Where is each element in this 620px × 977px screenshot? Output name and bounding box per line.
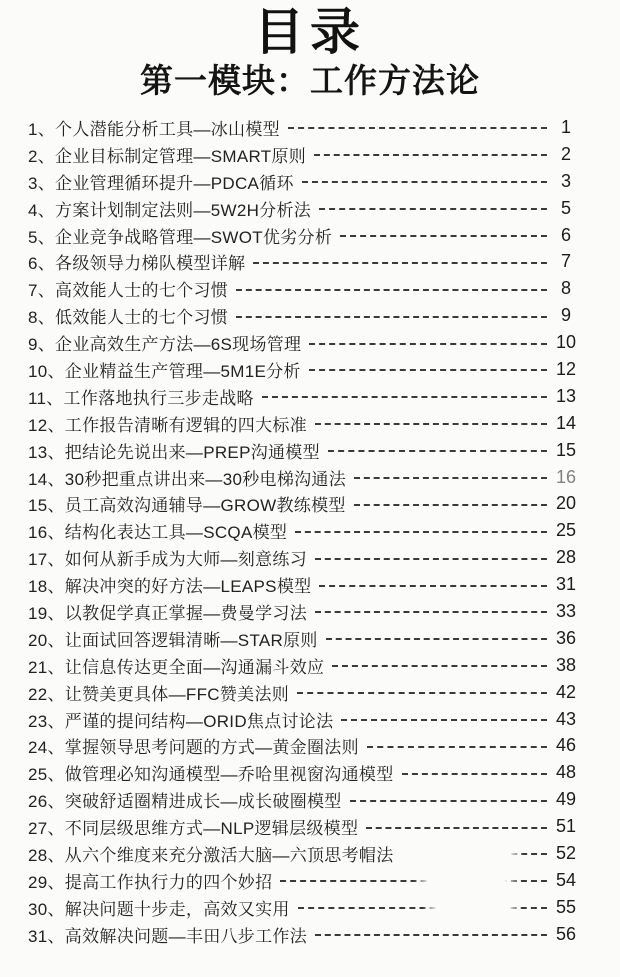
toc-entry [28,195,578,222]
toc-page-number: 14 [555,412,577,433]
toc-leader-dashes [309,369,547,371]
toc-leader-dashes [236,289,547,291]
toc-entry [28,544,578,571]
toc-leader-dashes [288,127,547,129]
toc-entry [28,410,578,437]
toc-leader-dashes [366,827,547,829]
toc-entry-label: 26、突破舒适圈精进成长—成长破圈模型 [28,792,342,812]
toc-entry-label: 12、工作报告清晰有逻辑的四大标准 [28,415,308,435]
toc-entry-label: 11、工作落地执行三步走战略 [28,388,254,408]
toc-leader-dashes [315,934,547,936]
toc-leader-dashes [295,531,547,533]
toc-page-number: 5 [560,197,571,218]
toc-list [0,110,620,948]
toc-page-number: 15 [555,439,577,460]
toc-leader-dashes [340,235,547,237]
toc-page-number: 3 [560,170,571,191]
toc-entry-label: 21、让信息传达更全面—沟通漏斗效应 [28,657,325,677]
toc-page-number: 13 [555,385,577,406]
toc-entry [28,517,578,544]
toc-leader-dashes [402,773,547,775]
toc-page-number: 33 [555,600,577,621]
toc-leader-dashes [236,316,547,318]
toc-entry-label: 14、30秒把重点讲出来—30秒电梯沟通法 [28,469,347,489]
toc-entry [28,840,578,867]
toc-leader-dashes [354,504,547,506]
toc-leader-dashes [262,396,547,398]
toc-page-number: 6 [560,224,571,245]
toc-leader-dashes [297,692,547,694]
toc-leader-dashes [402,853,547,855]
toc-entry [28,652,578,679]
toc-entry-label: 20、让面试回答逻辑清晰—STAR原则 [28,630,318,650]
toc-page-number: 56 [555,923,577,944]
toc-entry [28,168,578,195]
toc-entry-label: 5、企业竞争战略管理—SWOT优劣分析 [28,227,333,247]
toc-entry-label: 17、如何从新手成为大师—刻意练习 [28,550,308,570]
toc-entry [28,248,578,275]
toc-page-number: 51 [555,816,577,837]
toc-leader-dashes [298,907,547,909]
toc-entry [28,383,578,410]
toc-entry-label: 22、让赞美更具体—FFC赞美法则 [28,684,290,704]
toc-entry-label: 3、企业管理循环提升—PDCA循环 [28,173,294,193]
toc-entry [28,490,578,517]
toc-entry-label: 4、方案计划制定法则—5W2H分析法 [28,200,312,220]
toc-entry-label: 1、个人潜能分析工具—冰山模型 [28,119,280,139]
toc-entry [28,598,578,625]
toc-entry-label: 29、提高工作执行力的四个妙招 [28,872,273,892]
toc-page-number: 28 [555,547,577,568]
toc-entry [28,356,578,383]
toc-page-number: 52 [555,842,577,863]
toc-leader-dashes [350,800,547,802]
toc-entry-label: 6、各级领导力梯队模型详解 [28,254,246,274]
toc-entry [28,302,578,329]
toc-entry [28,275,578,302]
toc-entry [28,759,578,786]
toc-page-number: 16 [555,466,577,487]
toc-leader-dashes [315,611,547,613]
toc-entry [28,732,578,759]
toc-page-number: 43 [555,708,577,729]
toc-page-number: 2 [560,143,571,164]
toc-page-number: 9 [560,305,571,326]
toc-entry-label: 8、低效能人士的七个习惯 [28,308,229,328]
page-title: 目录 [254,4,366,60]
toc-leader-dashes [326,638,547,640]
toc-leader-dashes [328,450,547,452]
toc-leader-dashes [314,154,547,156]
toc-entry [28,813,578,840]
toc-page-number: 49 [555,789,577,810]
toc-page-number: 1 [560,116,571,137]
toc-entry-label: 23、严谨的提问结构—ORID焦点讨论法 [28,711,334,731]
toc-page-number: 55 [555,896,577,917]
toc-page-number: 42 [555,681,577,702]
toc-entry-label: 7、高效能人士的七个习惯 [28,281,229,301]
toc-leader-dashes [253,262,547,264]
module-subtitle: 第一模块：工作方法论 [140,62,480,99]
toc-entry-label: 24、掌握领导思考问题的方式—黄金圈法则 [28,738,359,758]
toc-leader-dashes [332,665,547,667]
toc-page-number: 8 [560,278,571,299]
toc-entry-label: 25、做管理必知沟通模型—乔哈里视窗沟通模型 [28,765,394,785]
toc-entry [28,464,578,491]
toc-entry-label: 10、企业精益生产管理—5M1E分析 [28,361,301,381]
toc-leader-dashes [309,343,547,345]
toc-page-number: 36 [555,627,577,648]
toc-page-number: 48 [555,762,577,783]
toc-entry [28,625,578,652]
toc-entry [28,571,578,598]
toc-page-number: 31 [555,574,577,595]
toc-entry-label: 30、解决问题十步走，高效又实用 [28,899,290,919]
toc-entry-label: 16、结构化表达工具—SCQA模型 [28,523,288,543]
toc-page-number: 46 [555,735,577,756]
toc-entry [28,894,578,921]
toc-entry-label: 13、把结论先说出来—PREP沟通模型 [28,442,320,462]
toc-entry-label: 31、高效解决问题—丰田八步工作法 [28,926,308,946]
toc-page-number: 38 [555,654,577,675]
toc-page-number: 12 [555,358,577,379]
toc-entry [28,867,578,894]
toc-page-number: 54 [555,869,577,890]
toc-entry [28,329,578,356]
toc-leader-dashes [341,719,547,721]
toc-entry [28,222,578,249]
toc-entry [28,786,578,813]
toc-entry [28,114,578,141]
toc-leader-dashes [302,181,547,183]
toc-entry [28,679,578,706]
toc-entry-label: 2、企业目标制定管理—SMART原则 [28,146,307,166]
toc-entry-label: 28、从六个维度来充分激活大脑—六顶思考帽法 [28,845,394,865]
toc-leader-dashes [367,746,547,748]
toc-page-number: 10 [555,332,577,353]
toc-entry-label: 18、解决冲突的好方法—LEAPS模型 [28,577,312,597]
toc-leader-dashes [319,585,547,587]
toc-leader-dashes [319,208,547,210]
toc-page-number: 20 [555,493,577,514]
toc-entry-label: 19、以教促学真正掌握—费曼学习法 [28,603,308,623]
toc-entry-label: 27、不同层级思维方式—NLP逻辑层级模型 [28,819,359,839]
toc-leader-dashes [315,423,547,425]
toc-leader-dashes [354,477,547,479]
toc-leader-dashes [315,558,547,560]
toc-page-number: 25 [555,520,577,541]
toc-entry [28,921,578,948]
toc-entry [28,437,578,464]
toc-page-number: 7 [560,251,571,272]
toc-leader-dashes [280,880,547,882]
toc-entry-label: 15、员工高效沟通辅导—GROW教练模型 [28,496,346,516]
toc-entry [28,706,578,733]
toc-entry [28,141,578,168]
toc-entry-label: 9、企业高效生产方法—6S现场管理 [28,335,302,355]
